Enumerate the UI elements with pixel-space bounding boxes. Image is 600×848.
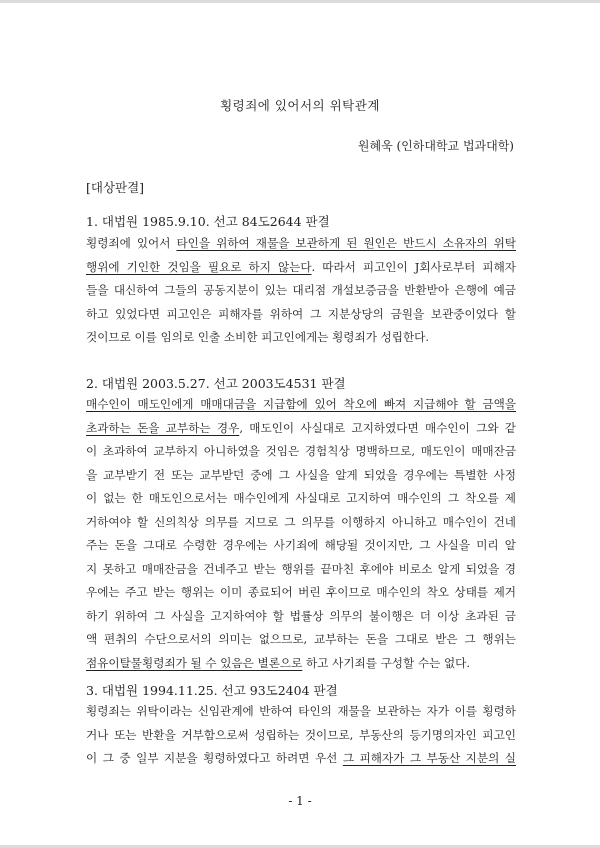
underlined-text: 행위에 기인한 것임을 필요로 하지 않는다 <box>86 259 312 274</box>
text-span: 횡령죄는 위탁이라는 신임관계에 반하여 타인의 재물을 보관하는 자가 이를 횡령하 <box>86 704 516 718</box>
underlined-text: 초과하는 돈을 교부하는 경우 <box>86 420 240 435</box>
text-span: 우에는 주고 받는 행위는 이미 종료되어 버린 후이므로 매수인의 착오 상태를 제거 <box>86 585 516 599</box>
text-span: 거하여야 할 신의칙상 의무를 지므로 그 의무를 이행하지 아니하고 매수인이 건네 <box>86 514 516 529</box>
case-3-line <box>86 700 516 724</box>
text-span: 이 초과하여 교부하지 아니하였을 것임은 경험칙상 명백하므로, 매도인이 매매잔금 <box>86 444 516 458</box>
case-2-line <box>86 417 516 441</box>
text-span: 지 못하고 매매잔금을 건네주고 받는 행위를 끝마친 후에야 비로소 알게 되었을 경 <box>86 561 516 576</box>
case-2-line <box>86 558 516 582</box>
case-1-line <box>86 279 516 303</box>
text-span: 을 교부받기 전 또는 교부받던 중에 그 사실을 알게 되었을 경우에는 특별한 사정 <box>86 467 516 482</box>
text-span: 이 그 중 일부 지분을 횡령하였다고 하려면 우선 <box>86 751 343 765</box>
case-2-line <box>86 511 516 535</box>
case-1-line <box>86 232 516 256</box>
text-span: 하기 위하여 그 사실을 고지하여야 할 법률상 의무의 불이행은 더 이상 초과된 금 <box>86 608 516 623</box>
case-2-line <box>86 605 516 629</box>
text-span: , 매도인이 사실대로 고지하였다면 매수인이 그와 같 <box>239 420 516 435</box>
case-1-line <box>86 326 516 350</box>
page-number: - 1 - <box>288 794 312 808</box>
text-span: 하고 사기죄를 구성할 수는 없다. <box>302 655 471 670</box>
text-span: 하고 있었다면 피고인은 피해자를 위하여 그 지분상당의 금원을 보관중이었다 할 <box>86 306 516 321</box>
cases-section-label: [대상판결] <box>86 180 145 195</box>
case-3-heading: 3. 대법원 1994.11.25. 선고 93도2404 판결 <box>86 683 338 698</box>
text-span: 이 없는 한 매도인으로서는 매수인에게 사실대로 고지하여 매수인의 그 착오를 제 <box>86 491 516 505</box>
text-span: . 따라서 피고인이 J회사로부터 피해자 <box>311 259 516 274</box>
case-2-line <box>86 393 516 417</box>
case-2-body <box>86 393 516 675</box>
case-2-line <box>86 487 516 511</box>
underlined-text: 점유이탈물횡령죄가 될 수 있음은 별론으로 <box>86 655 303 670</box>
text-span: 주는 돈을 그대로 수령한 경우에는 사기죄에 해당될 것이지만, 그 사실을 미리 알 <box>86 538 516 552</box>
page-top-border <box>0 0 600 3</box>
case-1-line <box>86 256 516 280</box>
case-3-line <box>86 747 516 771</box>
case-1-body <box>86 232 516 350</box>
document-title: 횡령죄에 있어서의 위탁관계 <box>220 98 380 113</box>
case-3-line <box>86 724 516 748</box>
text-span: 거나 또는 반환을 거부함으로써 성립하는 것이므로, 부동산의 등기명의자인 피고인 <box>86 727 516 742</box>
text-span: 액 편취의 수단으로서의 의미는 없으므로, 교부하는 돈을 그대로 받은 그 행위는 <box>86 632 516 646</box>
author-line: 원혜욱 (인하대학교 법과대학) <box>357 139 514 153</box>
text-span: 들을 대신하여 그들의 공동지분이 있는 대리점 개설보증금을 반환받아 은행에 예금 <box>86 283 516 297</box>
case-1-line <box>86 303 516 327</box>
text-span: 횡령죄에 있어서 <box>86 236 177 250</box>
case-2-line <box>86 534 516 558</box>
case-2-line <box>86 464 516 488</box>
underlined-text: 매수인이 매도인에게 매매대금을 지급함에 있어 착오에 빠져 지급해야 할 금액을 <box>86 397 516 411</box>
case-2-line <box>86 652 516 676</box>
case-1-heading: 1. 대법원 1985.9.10. 선고 84도2644 판결 <box>86 214 330 229</box>
underlined-text: 그 피해자가 그 부동산 지분의 실 <box>342 751 516 765</box>
case-2-line <box>86 628 516 652</box>
case-2-heading: 2. 대법원 2003.5.27. 선고 2003도4531 판결 <box>86 376 346 391</box>
text-span: 것이므로 이를 임의로 인출 소비한 피고인에게는 횡령죄가 성립한다. <box>86 330 430 344</box>
underlined-text: 타인을 위하여 재물을 보관하게 된 원인은 반드시 소유자의 위탁 <box>176 236 516 250</box>
case-2-line <box>86 581 516 605</box>
case-2-line <box>86 440 516 464</box>
case-3-body <box>86 700 516 771</box>
